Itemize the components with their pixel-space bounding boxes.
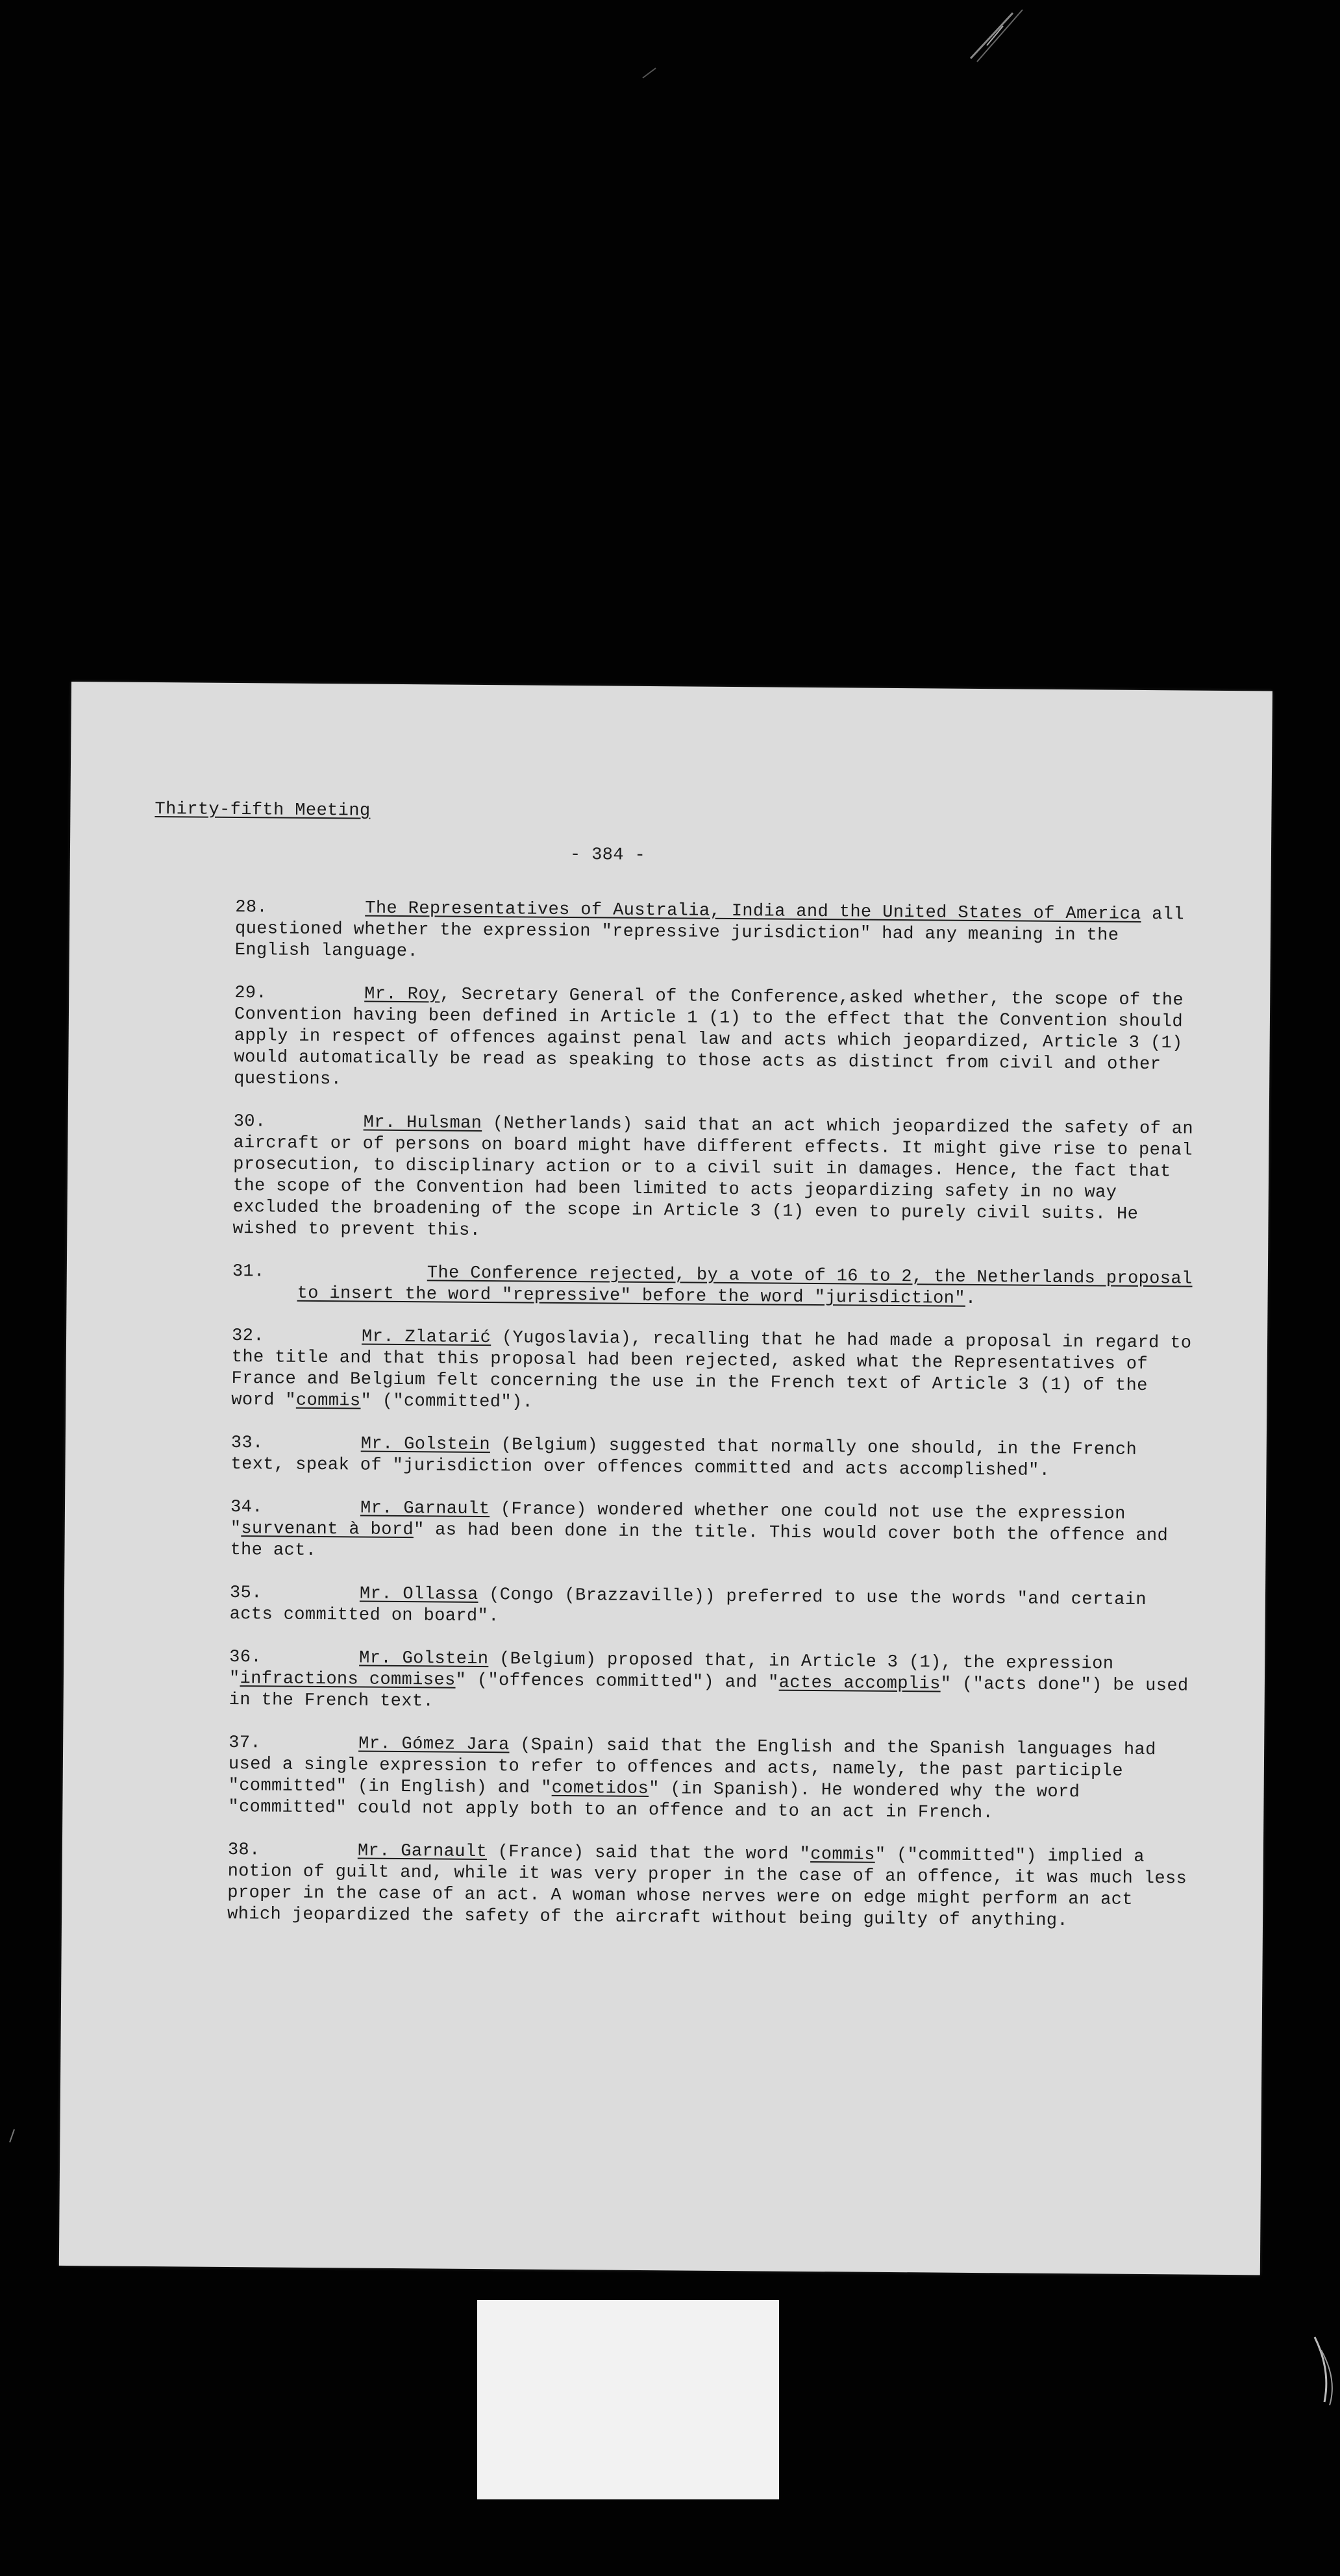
paragraph-text: " ("offences committed") and " bbox=[455, 1670, 779, 1693]
paragraph-text: (France) said that the word " bbox=[486, 1842, 811, 1864]
film-scratch bbox=[643, 68, 656, 78]
paragraph-number: 38. bbox=[227, 1840, 260, 1861]
paragraph-number: 32. bbox=[231, 1326, 265, 1346]
underlined-text: Mr. Zlatarić bbox=[361, 1327, 491, 1348]
underlined-text: Mr. Ollassa bbox=[359, 1584, 478, 1605]
film-scratch bbox=[971, 13, 1013, 58]
paragraph-number: 31. bbox=[232, 1261, 265, 1282]
paragraph-text: " ("committed") implied a notion of guilt and, while it was very proper in the case of an offence, it was much less proper in the case of an act. A woman whose nerves were on edge might perform an act which jeopardized the safety of the aircraft without being guilty of anything. bbox=[227, 1845, 1187, 1931]
underlined-text: cometidos bbox=[551, 1778, 649, 1800]
paragraph-text: " ("acts done") be used in the French text. bbox=[229, 1674, 1189, 1712]
paragraph-36 bbox=[229, 1647, 1191, 1719]
paragraph-31 bbox=[232, 1261, 1193, 1312]
paragraph-number: 36. bbox=[229, 1647, 262, 1668]
underlined-text: Mr. Roy bbox=[364, 984, 440, 1005]
paragraph-text: all questioned whether the expression "repressive jurisdiction" had any meaning in the English language. bbox=[234, 904, 1185, 962]
paragraph-text: " (in Spanish). He wondered why the word "committed" could not apply both to an offence and to an act in French. bbox=[228, 1779, 1080, 1824]
paragraph-number: 34. bbox=[230, 1497, 263, 1518]
underlined-text: commis bbox=[295, 1391, 361, 1411]
paragraph-text: " ("committed"). bbox=[360, 1391, 534, 1413]
paragraph-number: 30. bbox=[233, 1111, 266, 1132]
paragraph-list bbox=[227, 897, 1197, 1955]
paragraph-text: (Netherlands) said that an act which jeopardized the safety of an aircraft or of persons on board might have different effects. It might give rise to penal prosecution, to disciplinary action or to a civil suit in damages. Hence, the fact that the scope of the Convention had been limited to acts jeopardizing safety in no way excluded the broadening of the scope in Article 3 (1) even to purely civil suits. He wished to prevent this. bbox=[232, 1113, 1194, 1241]
paragraph-text: (Spain) said that the English and the Spanish languages had used a single expression to refer to offences and acts, namely, the past participle "committed" (in English) and " bbox=[228, 1735, 1156, 1798]
paragraph-30 bbox=[232, 1111, 1195, 1248]
underlined-text: Mr. Gómez Jara bbox=[358, 1734, 510, 1755]
underlined-text: Mr. Garnault bbox=[360, 1498, 490, 1520]
paragraph-text: (Belgium) proposed that, in Article 3 (1), the expression " bbox=[229, 1650, 1114, 1689]
paragraph-text: (France) wondered whether one could not use the expression " bbox=[230, 1500, 1126, 1539]
paragraph-number: 33. bbox=[230, 1433, 264, 1454]
film-scratch bbox=[977, 10, 1023, 62]
paragraph-34 bbox=[230, 1497, 1191, 1569]
paragraph-text: (Belgium) suggested that normally one should, in the French text, speak of "jurisdiction over offences committed and acts accomplished". bbox=[230, 1435, 1137, 1481]
underlined-text: Mr. Golstein bbox=[360, 1434, 491, 1455]
paragraph-number: 28. bbox=[235, 897, 268, 918]
underlined-text: Mr. Hulsman bbox=[363, 1113, 482, 1133]
underlined-text: survenant à bord bbox=[241, 1519, 414, 1541]
paragraph-number: 37. bbox=[229, 1733, 262, 1753]
paragraph-number: 35. bbox=[229, 1583, 262, 1604]
paragraph-text: " as had been done in the title. This would cover both the offence and the act. bbox=[230, 1520, 1169, 1561]
document-page bbox=[59, 682, 1272, 2275]
paragraph-37 bbox=[228, 1733, 1189, 1826]
underlined-text: Mr. Garnault bbox=[357, 1841, 488, 1863]
paragraph-text: , Secretary General of the Conference,asked whether, the scope of the Convention having been defined in Article 1 (1) to the effect that the Convention should apply in respect of offences against penal law and acts which jeopardized, Article 3 (1) would automatically be read as speaking to those acts as distinct from civil and other questions. bbox=[234, 985, 1184, 1090]
paragraph-38 bbox=[227, 1840, 1189, 1933]
paragraph-32 bbox=[231, 1326, 1193, 1419]
paragraph-35 bbox=[230, 1583, 1191, 1633]
film-scratch bbox=[10, 2129, 14, 2142]
underlined-text: The Conference rejected, by a vote of 16 to 2, the Netherlands proposal to insert the word "repressive" before the word "jurisdiction" bbox=[297, 1263, 1193, 1309]
page-number: - 384 - bbox=[569, 845, 646, 865]
paragraph-28 bbox=[235, 897, 1197, 969]
paragraph-text: (Yugoslavia), recalling that he had made a proposal in regard to the title and that this proposal had been rejected, asked what the Representatives of France and Belgium felt concerning the use in the French text of Article 3 (1) of the word " bbox=[231, 1328, 1192, 1411]
paragraph-text: (Congo (Brazzaville)) preferred to use the words "and certain acts committed on board". bbox=[229, 1585, 1147, 1627]
paragraph-29 bbox=[234, 983, 1195, 1098]
underlined-text: commis bbox=[810, 1844, 875, 1865]
paragraph-number: 29. bbox=[234, 983, 267, 1004]
paragraph-33 bbox=[230, 1433, 1191, 1483]
underlined-text: infractions commises bbox=[240, 1669, 456, 1690]
blank-slip bbox=[477, 2300, 779, 2499]
underlined-text: Mr. Golstein bbox=[359, 1648, 489, 1670]
underlined-text: The Representatives of Australia, India and the United States of America bbox=[365, 898, 1141, 924]
underlined-text: actes accomplis bbox=[778, 1673, 941, 1694]
film-scratch bbox=[1315, 2337, 1326, 2402]
meeting-header: Thirty-fifth Meeting bbox=[155, 800, 371, 821]
paragraph-text: . bbox=[965, 1289, 976, 1309]
